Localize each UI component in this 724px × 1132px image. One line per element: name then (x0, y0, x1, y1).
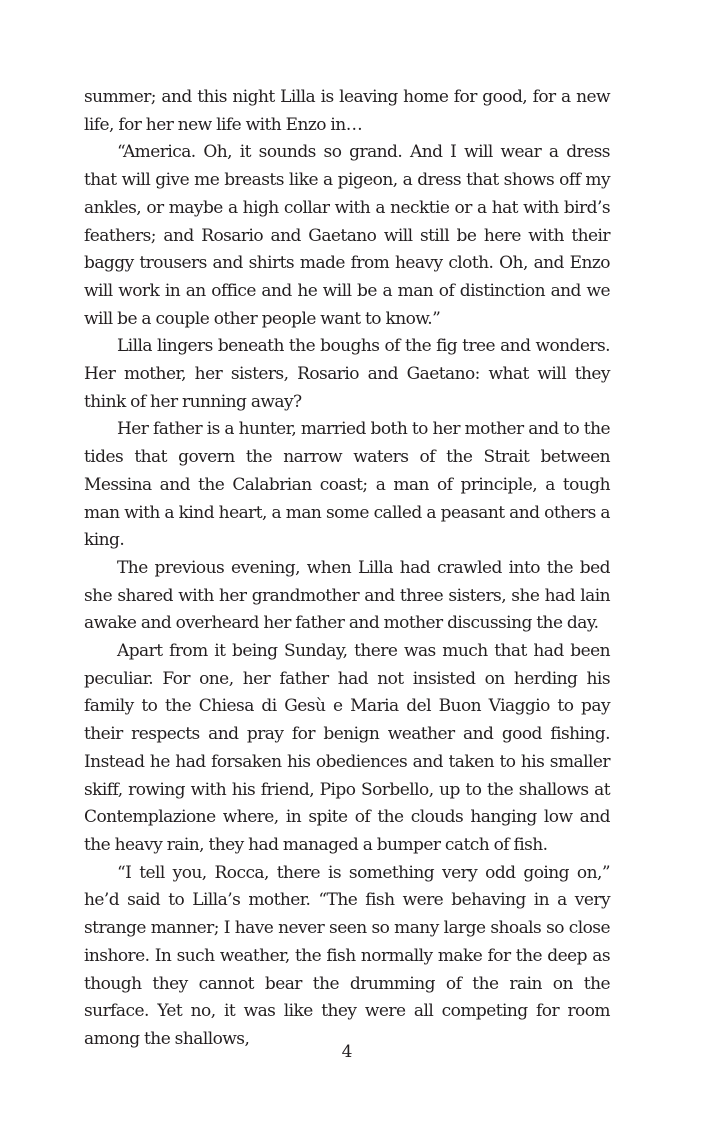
paragraph: “America. Oh, it sounds so grand. And I will wear a dress that will give me breasts like a pigeon, a dress that shows off my ankles, or maybe a high collar with a necktie or a hat with bird’s feathers; and Rosario and Gaetano will still be here with their baggy trousers and shirts made from heavy cloth. Oh, and Enzo will work in an office and he will be a man of distinction and we will be a couple other people want to know.” (84, 142, 610, 329)
page-number: 4 (341, 1042, 353, 1062)
paragraph: Apart from it being Sunday, there was much that had been peculiar. For one, her father had not insisted on herding his family to the Chiesa di Gesù e Maria del Buon Viaggio to pay their respects and pray for benign weather and good fishing. Instead he had forsaken his obediences and taken to his smaller skiff, rowing with his friend, Pipo Sorbello, up to the shallows at Contemplazione where, in spite of the clouds hanging low and the heavy rain, they had managed a bumper catch of fish. (84, 641, 610, 855)
paragraph-continued: summer; and this night Lilla is leaving home for good, for a new life, for her new life with Enzo in… (84, 87, 610, 135)
paragraph: “I tell you, Rocca, there is something very odd going on,” he’d said to Lilla’s mother. “The fish were behaving in a very strange manner; I have never seen so many large shoals so close inshore. In such weather, the fish normally make for the deep as though they cannot bear the drumming of the rain on the surface. Yet no, it was like they were all competing for room among the shallows, (84, 862, 610, 1049)
body-text (84, 84, 610, 1054)
paragraph: Lilla lingers beneath the boughs of the fig tree and wonders. Her mother, her sisters, Rosario and Gaetano: what will they think of her running away? (84, 336, 610, 412)
paragraph: Her father is a hunter, married both to her mother and to the tides that govern the narrow waters of the Strait between Messina and the Calabrian coast; a man of principle, a tough man with a kind heart, a man some called a peasant and others a king. (84, 419, 610, 551)
paragraph: The previous evening, when Lilla had crawled into the bed she shared with her grandmother and three sisters, she had lain awake and overheard her father and mother discussing the day. (84, 557, 610, 634)
